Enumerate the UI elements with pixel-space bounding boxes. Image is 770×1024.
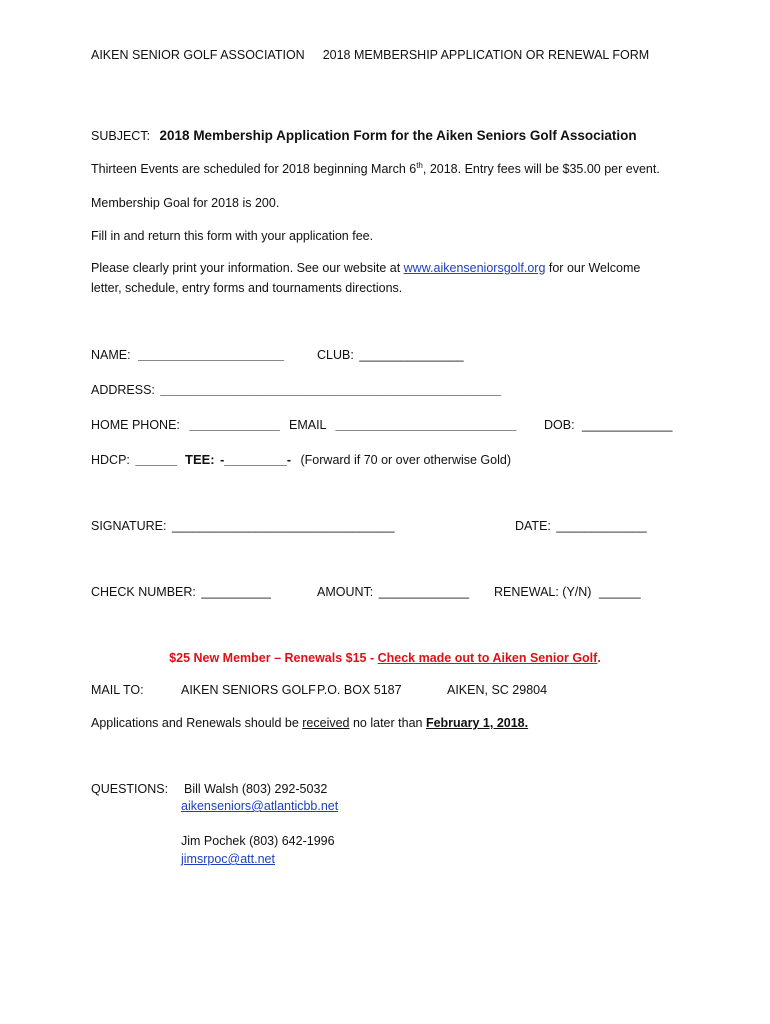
print-text: Please clearly print your information. See our website at [91, 261, 404, 275]
page-header [91, 48, 649, 63]
contact-2-name-phone: Jim Pochek (803) 642-1996 [181, 834, 335, 848]
check-number-label: CHECK NUMBER: [91, 585, 196, 599]
tee-field[interactable] [185, 452, 511, 468]
signature-blank[interactable]: ________________________________ [171, 519, 395, 533]
club-blank[interactable]: _______________ [359, 348, 464, 362]
dob-blank[interactable]: _____________ [582, 418, 673, 432]
date-blank[interactable]: _____________ [556, 519, 647, 533]
club-field[interactable] [317, 348, 464, 363]
email-label: EMAIL [289, 418, 327, 432]
deadline-received: received [302, 716, 350, 730]
mail-to-name: AIKEN SENIORS GOLF [181, 683, 316, 697]
address-blank[interactable]: _________________________________________________ [160, 383, 502, 397]
check-number-field[interactable] [91, 585, 271, 600]
contact-1-name-phone: Bill Walsh (803) 292-5032 [184, 782, 328, 796]
contact-1-email-link[interactable]: aikenseniors@atlanticbb.net [181, 799, 339, 813]
fees-period: . [597, 651, 601, 665]
mail-to-label: MAIL TO: [91, 683, 144, 697]
questions-label: QUESTIONS: [91, 782, 169, 796]
deadline-date: February 1, 2018. [425, 716, 529, 730]
name-field[interactable] [91, 348, 284, 363]
subject-line [91, 128, 637, 144]
renewal-field[interactable] [494, 585, 641, 600]
email-blank[interactable]: __________________________ [335, 418, 517, 432]
email-field[interactable] [289, 418, 516, 433]
deadline-paragraph [91, 716, 528, 731]
print-text-tail: for our Welcome [545, 261, 641, 275]
events-text: Thirteen Events are scheduled for 2018 beginning March 6 [91, 162, 417, 176]
check-number-blank[interactable]: __________ [201, 585, 271, 599]
address-label: ADDRESS: [91, 383, 155, 397]
print-paragraph [91, 261, 640, 276]
amount-field[interactable] [317, 585, 469, 600]
name-blank[interactable]: _____________________ [138, 348, 285, 362]
amount-label: AMOUNT: [317, 585, 374, 599]
signature-label: SIGNATURE: [91, 519, 167, 533]
fees-text: $25 New Member – Renewals $15 - [169, 651, 378, 665]
tee-blank[interactable]: -_________- [220, 453, 292, 467]
hdcp-label: HDCP: [91, 453, 130, 467]
events-superscript: th [416, 160, 423, 170]
home-phone-field[interactable] [91, 418, 280, 433]
renewal-blank[interactable]: ______ [598, 585, 641, 599]
date-field[interactable] [515, 519, 647, 534]
fees-note [0, 651, 770, 666]
tee-label: TEE: [185, 452, 215, 467]
hdcp-blank[interactable]: ______ [135, 453, 178, 467]
subject-title: 2018 Membership Application Form for the Aiken Seniors Golf Association [159, 128, 637, 143]
print-paragraph-line2: letter, schedule, entry forms and tournaments directions. [91, 281, 403, 295]
header-form-title: 2018 MEMBERSHIP APPLICATION OR RENEWAL FORM [322, 48, 650, 62]
dob-field[interactable] [544, 418, 672, 433]
header-org: AIKEN SENIOR GOLF ASSOCIATION [91, 48, 305, 62]
renewal-label: RENEWAL: (Y/N) [494, 585, 592, 599]
fees-check-note: Check made out to Aiken Senior Golf [377, 651, 598, 665]
website-link[interactable]: www.aikenseniorsgolf.org [403, 261, 546, 275]
signature-field[interactable] [91, 519, 394, 534]
home-phone-blank[interactable]: _____________ [189, 418, 280, 432]
deadline-text-mid: no later than [349, 716, 426, 730]
dob-label: DOB: [544, 418, 575, 432]
events-paragraph [91, 162, 660, 177]
tee-note: (Forward if 70 or over otherwise Gold) [300, 453, 511, 467]
contact-2-email-link[interactable]: jimsrpoc@att.net [181, 852, 275, 866]
address-field[interactable] [91, 383, 501, 398]
hdcp-field[interactable] [91, 453, 177, 468]
club-label: CLUB: [317, 348, 354, 362]
events-fee-text: , 2018. Entry fees will be $35.00 per event. [422, 162, 660, 176]
mail-to-city: AIKEN, SC 29804 [447, 683, 548, 697]
amount-blank[interactable]: _____________ [378, 585, 470, 599]
subject-label: SUBJECT: [91, 129, 151, 143]
deadline-text: Applications and Renewals should be [91, 716, 303, 730]
return-paragraph: Fill in and return this form with your application fee. [91, 229, 374, 243]
mail-to-box: P.O. BOX 5187 [317, 683, 402, 697]
home-phone-label: HOME PHONE: [91, 418, 180, 432]
name-label: NAME: [91, 348, 131, 362]
goal-paragraph: Membership Goal for 2018 is 200. [91, 196, 280, 210]
date-label: DATE: [515, 519, 551, 533]
